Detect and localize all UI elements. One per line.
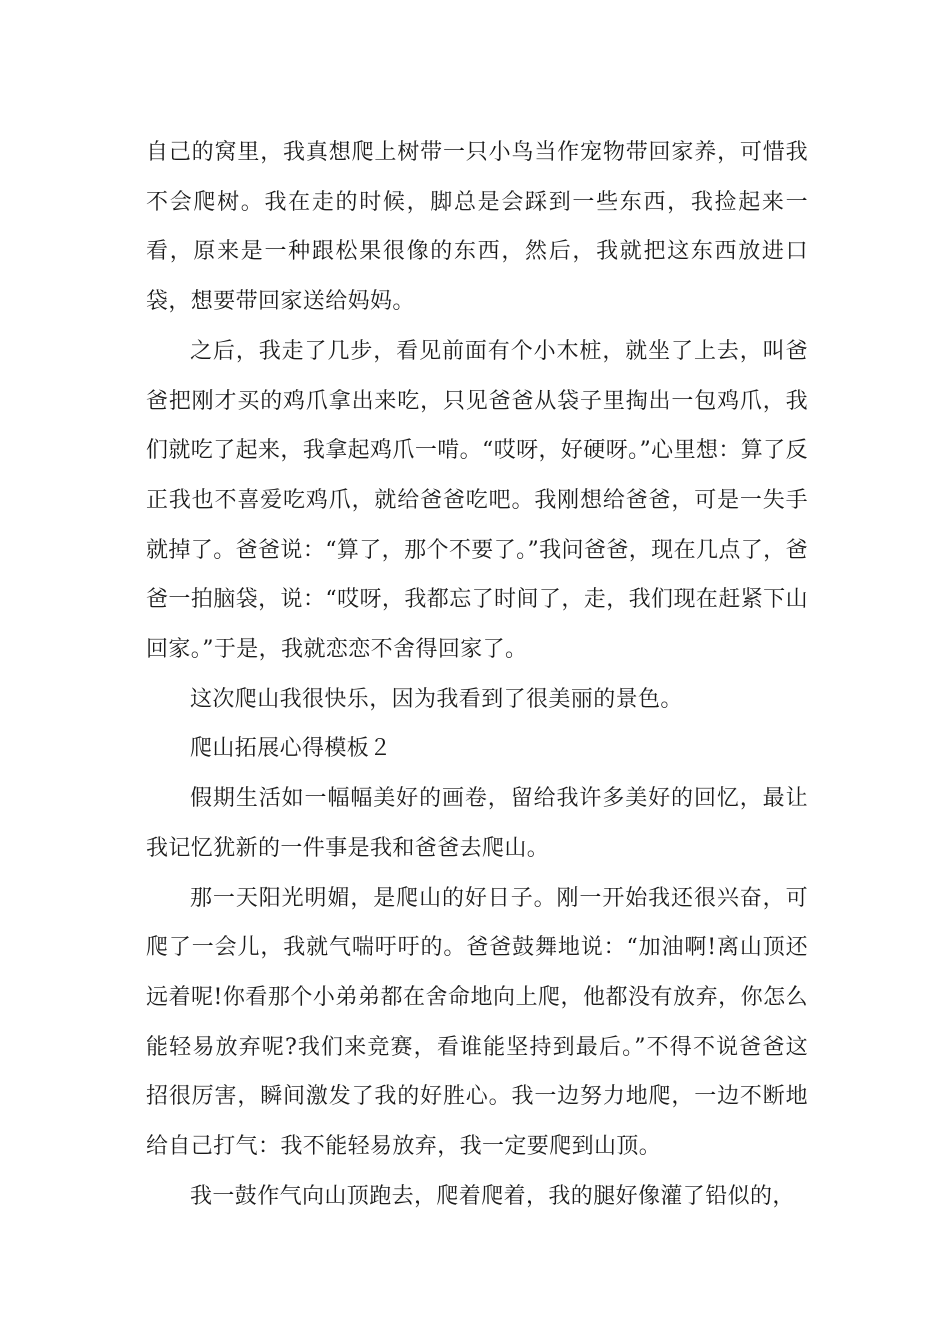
- paragraph-4: 假期生活如一幅幅美好的画卷，留给我许多美好的回忆，最让我记忆犹新的一件事是我和爸爸去爬山。: [146, 786, 808, 861]
- paragraph-5: 那一天阳光明媚，是爬山的好日子。刚一开始我还很兴奋，可爬了一会儿，我就气喘吁吁的。爸爸鼓舞地说：“加油啊!离山顶还远着呢!你看那个小弟弟都在舍命地向上爬，他都没有放弃，你怎么能轻易放弃呢?我们来竞赛，看谁能坚持到最后。”不得不说爸爸这招很厉害，瞬间激发了我的好胜心。我一边努力地爬，一边不断地给自己打气：我不能轻易放弃，我一定要爬到山顶。: [146, 885, 808, 1160]
- paragraph-3: 这次爬山我很快乐，因为我看到了很美丽的景色。: [190, 686, 683, 712]
- paragraph-1: 自己的窝里，我真想爬上树带一只小鸟当作宠物带回家养，可惜我不会爬树。我在走的时候，脚总是会踩到一些东西，我捡起来一看，原来是一种跟松果很像的东西，然后，我就把这东西放进口袋，想要带回家送给妈妈。: [146, 140, 808, 315]
- paragraph-2: 之后，我走了几步，看见前面有个小木桩，就坐了上去，叫爸爸把刚才买的鸡爪拿出来吃，只见爸爸从袋子里掏出一包鸡爪，我们就吃了起来，我拿起鸡爪一啃。“哎呀，好硬呀。”心里想：算了反正我也不喜爱吃鸡爪，就给爸爸吃吧。我刚想给爸爸，可是一失手就掉了。爸爸说：“算了，那个不要了。”我问爸爸，现在几点了，爸爸一拍脑袋，说：“哎呀，我都忘了时间了，走，我们现在赶紧下山回家。”于是，我就恋恋不舍得回家了。: [146, 338, 808, 663]
- section-heading: 爬山拓展心得模板２: [190, 736, 392, 762]
- paragraph-6: 我一鼓作气向山顶跑去，爬着爬着，我的腿好像灌了铅似的，: [190, 1183, 795, 1209]
- document-body: [146, 128, 808, 1221]
